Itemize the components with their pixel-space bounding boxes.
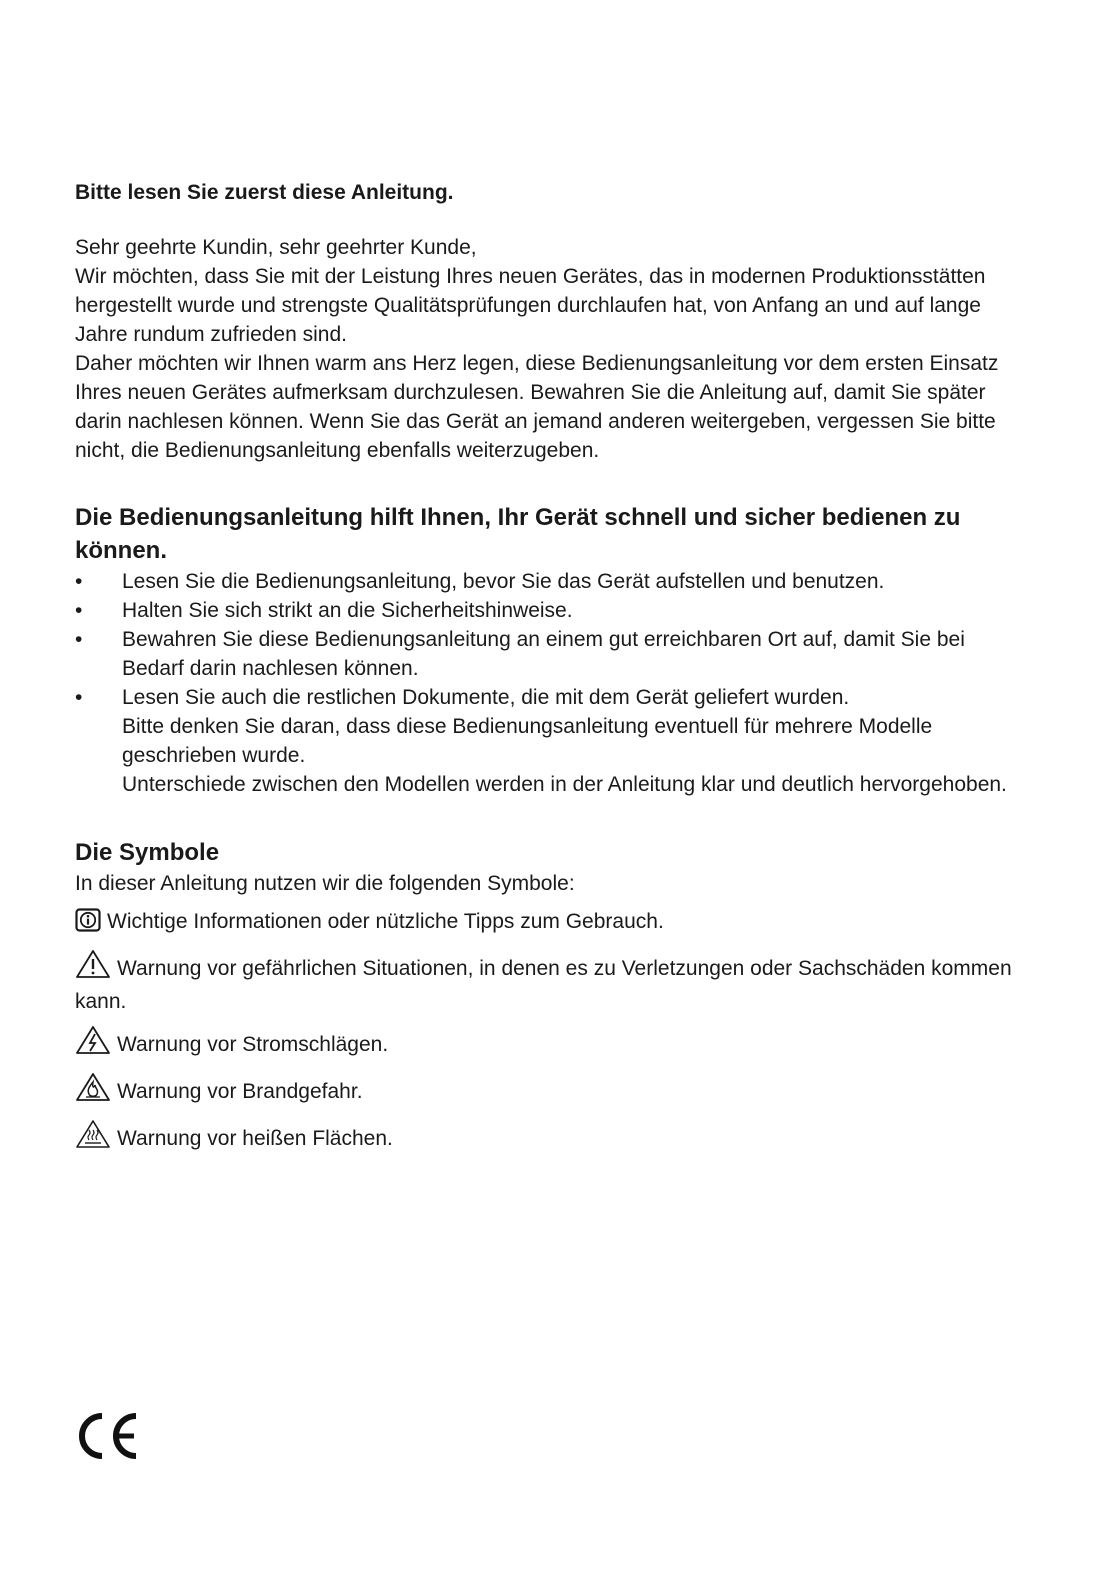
symbol-item-text: Wichtige Informationen oder nützliche Tipps zum Gebrauch. xyxy=(107,910,664,933)
symbol-item-info xyxy=(75,907,1015,940)
symbol-item-fire xyxy=(75,1072,1015,1110)
symbols-section-heading: Die Symbole xyxy=(75,839,220,866)
fire-warning-icon xyxy=(75,1072,111,1110)
list-item xyxy=(75,596,1015,625)
electric-shock-warning-icon xyxy=(75,1025,111,1063)
list-item xyxy=(75,683,1015,799)
bullet-icon: • xyxy=(75,686,83,709)
bullet-icon: • xyxy=(75,628,83,651)
ce-mark-icon xyxy=(74,1412,140,1465)
symbol-item-hot-surface xyxy=(75,1119,1015,1157)
symbols-intro: In dieser Anleitung nutzen wir die folgenden Symbole: xyxy=(75,872,575,895)
intro-paragraph: Wir möchten, dass Sie mit der Leistung Ihres neuen Gerätes, das in modernen Produktionsstätten hergestellt wurde und strengste Qualitätsprüfungen durchlaufen hat, von Anfang an und auf lange Jahre rundum zufrieden sind. xyxy=(75,265,986,346)
list-item-text: Lesen Sie die Bedienungsanleitung, bevor Sie das Gerät aufstellen und benutzen. xyxy=(122,570,885,593)
list-item-text: Bitte denken Sie daran, dass diese Bedienungsanleitung eventuell für mehrere Modelle geschrieben wurde. xyxy=(122,715,933,767)
symbol-item-electric-shock xyxy=(75,1025,1015,1063)
intro-paragraph: Daher möchten wir Ihnen warm ans Herz legen, diese Bedienungsanleitung vor dem ersten Einsatz Ihres neuen Gerätes aufmerksam durchzulesen. Bewahren Sie die Anleitung auf, damit Sie später darin nachlesen können. Wenn Sie das Gerät an jemand anderen weitergeben, vergessen Sie bitte nicht, die Bedienungsanleitung ebenfalls weiterzugeben. xyxy=(75,352,999,462)
info-icon xyxy=(75,908,101,940)
intro-text xyxy=(75,233,1015,465)
help-bullet-list xyxy=(75,567,1015,799)
list-item xyxy=(75,625,1015,683)
bullet-icon: • xyxy=(75,599,83,622)
page-title: Bitte lesen Sie zuerst diese Anleitung. xyxy=(75,181,454,204)
list-item-text: Lesen Sie auch die restlichen Dokumente, die mit dem Gerät geliefert wurden. xyxy=(122,686,850,709)
symbol-item-text: Warnung vor Stromschlägen. xyxy=(117,1033,389,1056)
warning-triangle-icon xyxy=(75,949,111,987)
list-item-text: Halten Sie sich strikt an die Sicherheitshinweise. xyxy=(122,599,573,622)
salutation: Sehr geehrte Kundin, sehr geehrter Kunde, xyxy=(75,236,477,259)
hot-surface-warning-icon xyxy=(75,1119,111,1157)
symbol-item-text: Warnung vor Brandgefahr. xyxy=(117,1080,363,1103)
list-item-text: Unterschiede zwischen den Modellen werden in der Anleitung klar und deutlich hervorgehoben. xyxy=(122,773,1007,796)
list-item xyxy=(75,567,1015,596)
help-section-heading: Die Bedienungsanleitung hilft Ihnen, Ihr Gerät schnell und sicher bedienen zu können. xyxy=(75,504,961,564)
list-item-text: Bewahren Sie diese Bedienungsanleitung an einem gut erreichbaren Ort auf, damit Sie bei Bedarf darin nachlesen können. xyxy=(122,628,965,680)
manual-page xyxy=(75,178,1015,1157)
symbol-item-warning xyxy=(75,949,1015,1016)
symbol-item-text: Warnung vor gefährlichen Situationen, in denen es zu Verletzungen oder Sachschäden kommen kann. xyxy=(75,957,1012,1013)
bullet-icon: • xyxy=(75,570,83,593)
symbol-item-text: Warnung vor heißen Flächen. xyxy=(117,1127,393,1150)
